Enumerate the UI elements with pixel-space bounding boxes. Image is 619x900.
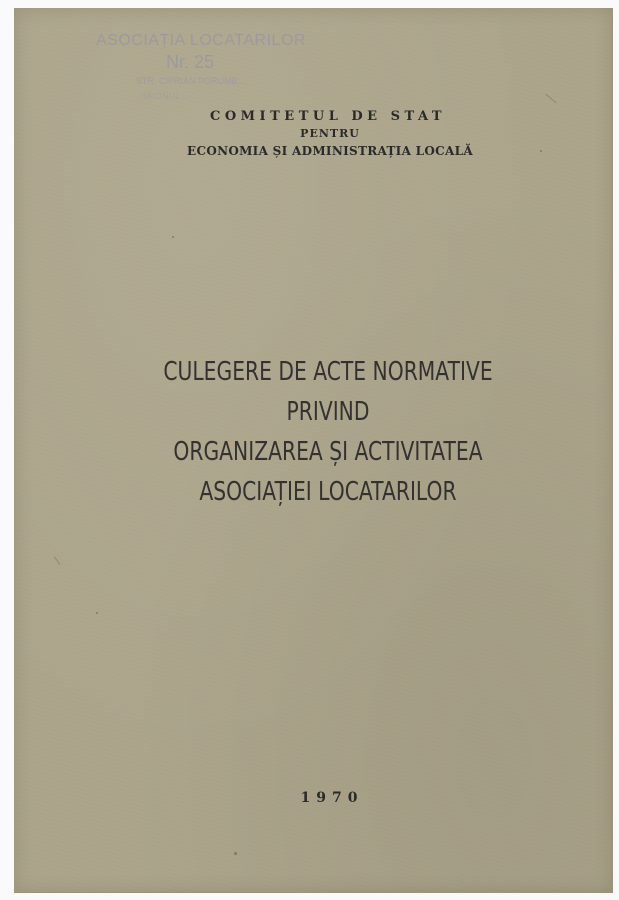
paper-speck: [540, 150, 542, 152]
title-line-4: ASOCIAȚIEI LOCATARILOR: [199, 477, 457, 507]
title-line-2: PRIVIND: [286, 397, 370, 427]
year-text: 1970: [300, 790, 364, 806]
stamp-line-street: STR. CIPRIAN PORUMB...: [136, 76, 246, 86]
institution-domain: ECONOMIA ȘI ADMINISTRAȚIA LOCALĂ: [187, 144, 473, 158]
title-line-3: ORGANIZAREA ȘI ACTIVITATEA: [173, 437, 483, 467]
ownership-stamp: [90, 32, 310, 112]
title-line-1: CULEGERE DE ACTE NORMATIVE: [163, 357, 493, 387]
paper-speck: [96, 612, 98, 614]
stamp-line-district: RAIONUL ...: [140, 91, 190, 101]
paper-speck: [234, 852, 237, 855]
institution-connector: PENTRU: [300, 127, 360, 140]
publication-year: [14, 790, 612, 806]
stamp-line-association: ASOCIAȚIA LOCATARILOR: [96, 32, 306, 49]
stamp-line-number: Nr. 25: [166, 52, 215, 72]
institution-header: [14, 108, 612, 161]
paper-speck: [172, 236, 174, 238]
document-title: [14, 352, 612, 512]
institution-name: COMITETUL DE STAT: [209, 109, 446, 124]
